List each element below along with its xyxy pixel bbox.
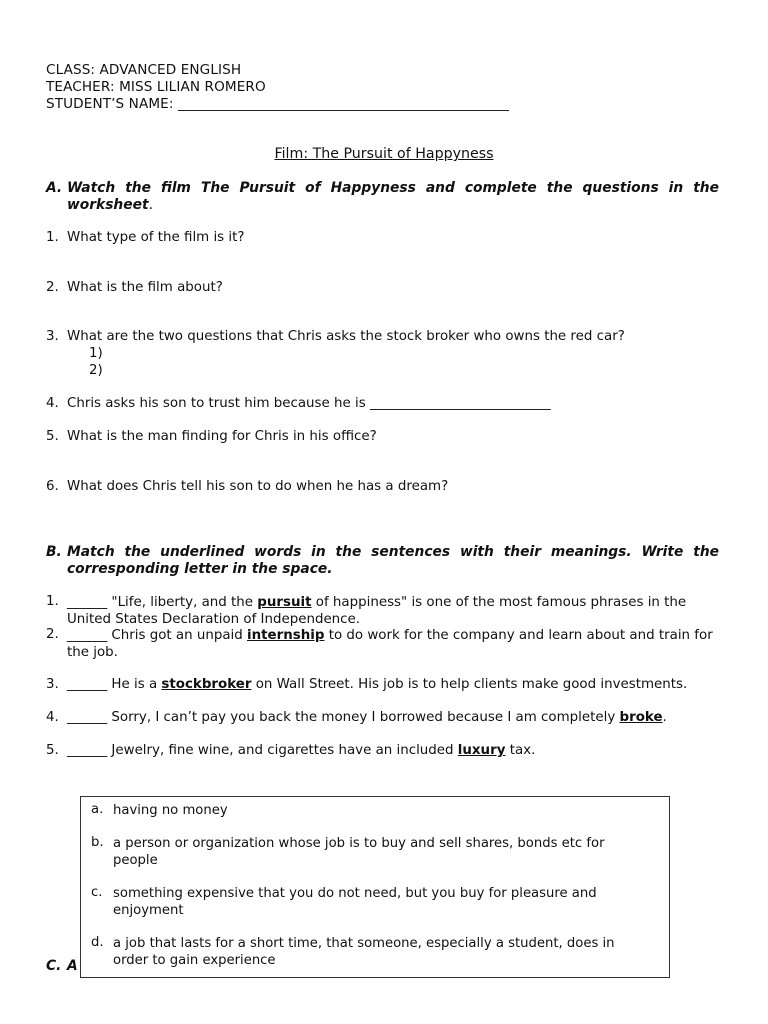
match-5-keyword: luxury — [457, 743, 506, 758]
match-4-after: . — [662, 710, 667, 725]
question-6-text: What does Chris tell his son to do when he has a dream? — [67, 479, 449, 494]
match-1-before: "Life, liberty, and the — [107, 595, 258, 610]
meaning-a-text: having no money — [113, 803, 228, 818]
match-2-number: 2. — [46, 627, 59, 642]
section-a-instruction-line1: Watch the film The Pursuit of Happyness and complete the questions in the — [67, 180, 719, 196]
match-4-keyword: broke — [619, 710, 663, 725]
section-a-instruction-word: worksheet — [67, 197, 149, 213]
match-1-keyword: pursuit — [257, 595, 312, 610]
match-5-sentence — [67, 743, 535, 758]
match-1-number: 1. — [46, 594, 59, 609]
match-4-before: Sorry, I can’t pay you back the money I borrowed because I am completely — [107, 710, 620, 725]
match-3-after: on Wall Street. His job is to help clients make good investments. — [251, 677, 688, 692]
match-5-number: 5. — [46, 743, 59, 758]
question-5-text: What is the man finding for Chris in his office? — [67, 429, 377, 444]
question-3-sub-2: 2) — [89, 363, 103, 378]
question-4-text: Chris asks his son to trust him because he is ___________________________ — [67, 396, 551, 411]
section-a-letter: A. — [46, 180, 63, 196]
meaning-c-letter: c. — [91, 885, 103, 900]
question-2-number: 2. — [46, 280, 59, 295]
match-3-before: He is a — [107, 677, 162, 692]
match-2-sentence — [67, 627, 727, 661]
match-3-keyword: stockbroker — [161, 677, 252, 692]
match-4-sentence — [67, 710, 667, 725]
worksheet-title: Film: The Pursuit of Happyness — [274, 146, 494, 162]
student-name-line: STUDENT’S NAME: ________________________________________________ — [46, 96, 510, 112]
match-5-after: tax. — [505, 743, 536, 758]
match-3-blank: ______ — [67, 677, 108, 692]
match-5-before: Jewelry, fine wine, and cigarettes have an included — [107, 743, 458, 758]
teacher-line: TEACHER: MISS LILIAN ROMERO — [46, 79, 266, 95]
section-b-instruction-line2: corresponding letter in the space. — [67, 561, 333, 577]
meaning-d-letter: d. — [91, 935, 104, 950]
match-2-after: to do work for the company and learn about and train for the job. — [67, 628, 713, 660]
match-1-after: of happiness" is one of the most famous phrases in the United States Declaration of Independence. — [67, 595, 687, 627]
question-3-text: What are the two questions that Chris asks the stock broker who owns the red car? — [67, 329, 625, 344]
question-1-number: 1. — [46, 230, 59, 245]
meaning-a-letter: a. — [91, 802, 104, 817]
question-1-text: What type of the film is it? — [67, 230, 245, 245]
section-b-instruction-line1: Match the underlined words in the sentences with their meanings. Write the — [67, 544, 719, 560]
match-4-blank: ______ — [67, 710, 108, 725]
match-3-sentence — [67, 677, 687, 692]
section-b-letter: B. — [46, 544, 62, 560]
question-6-number: 6. — [46, 479, 59, 494]
match-2-before: Chris got an unpaid — [107, 628, 248, 643]
meanings-box — [80, 796, 670, 978]
question-2-text: What is the film about? — [67, 280, 223, 295]
match-2-blank: ______ — [67, 628, 108, 643]
match-1-sentence — [67, 594, 727, 628]
meaning-c-text: something expensive that you do not need, but you buy for pleasure and enjoyment — [113, 886, 597, 918]
match-1-blank: ______ — [67, 595, 108, 610]
question-4-number: 4. — [46, 396, 59, 411]
class-line: CLASS: ADVANCED ENGLISH — [46, 62, 242, 78]
section-a-instruction-period: . — [148, 197, 153, 213]
meaning-b-text: a person or organization whose job is to buy and sell shares, bonds etc for people — [113, 836, 605, 868]
match-4-number: 4. — [46, 710, 59, 725]
question-3-sub-1: 1) — [89, 346, 103, 361]
section-a-instruction-line2 — [67, 197, 153, 213]
question-5-number: 5. — [46, 429, 59, 444]
match-2-keyword: internship — [247, 628, 325, 643]
match-5-blank: ______ — [67, 743, 108, 758]
section-c-partial-text: A — [67, 958, 78, 974]
section-c-letter: C. — [46, 958, 62, 974]
match-3-number: 3. — [46, 677, 59, 692]
question-3-number: 3. — [46, 329, 59, 344]
meaning-d-text: a job that lasts for a short time, that someone, especially a student, does in order to gain experience — [113, 936, 615, 968]
meaning-b-letter: b. — [91, 835, 104, 850]
